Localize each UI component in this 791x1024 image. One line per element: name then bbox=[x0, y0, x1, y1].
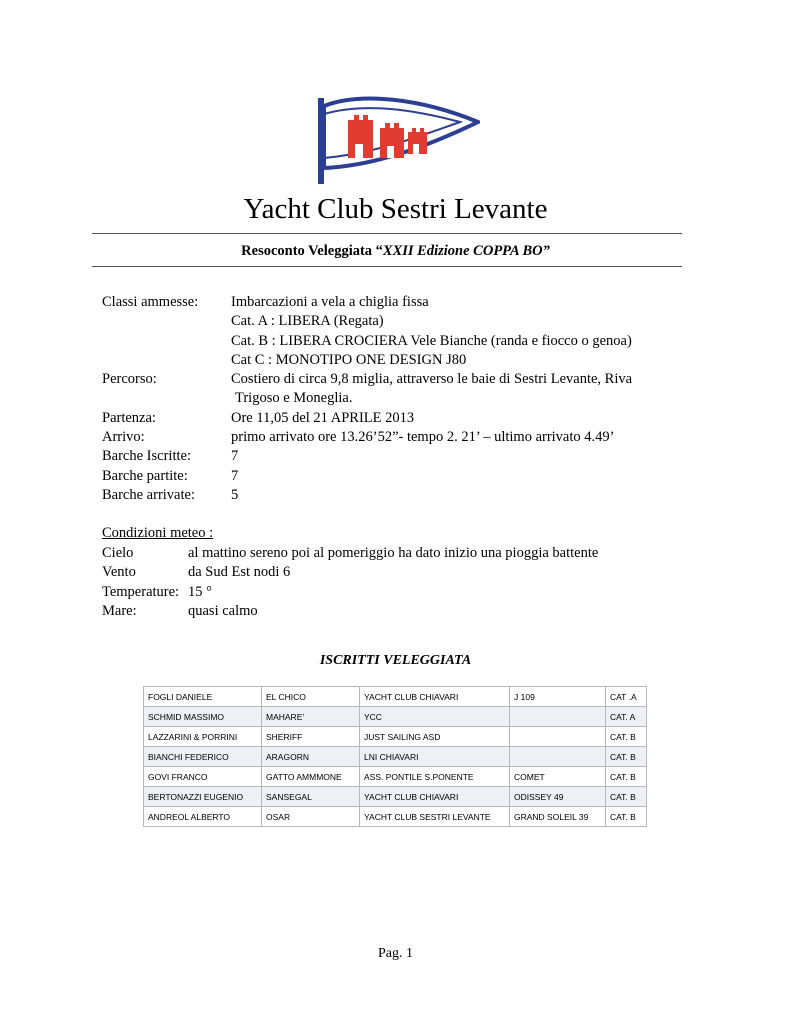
category-cell: CAT. B bbox=[606, 807, 647, 827]
club-cell: YACHT CLUB CHIAVARI bbox=[360, 687, 510, 707]
weather-label: Temperature: bbox=[102, 583, 180, 600]
event-name: XXII Edizione COPPA BO” bbox=[382, 243, 550, 259]
info-label: Barche Iscritte: bbox=[102, 448, 191, 465]
event-info bbox=[102, 293, 661, 505]
weather-heading: Condizioni meteo : bbox=[102, 525, 214, 541]
info-value: Ore 11,05 del 21 APRILE 2013 bbox=[231, 409, 415, 426]
info-value: primo arrivato ore 13.26’52”- tempo 2. 21’ – ultimo arrivato 4.49’ bbox=[231, 429, 615, 446]
table-row bbox=[144, 687, 647, 707]
boat-model-cell bbox=[510, 707, 606, 727]
skipper-cell: LAZZARINI & PORRINI bbox=[144, 727, 262, 747]
boat-name-cell: SANSEGAL bbox=[262, 787, 360, 807]
skipper-cell: ANDREOL ALBERTO bbox=[144, 807, 262, 827]
category-cell: CAT. A bbox=[606, 707, 647, 727]
weather-section bbox=[102, 524, 598, 622]
weather-value: 15 ° bbox=[188, 583, 212, 600]
info-row-classes bbox=[102, 293, 661, 370]
club-cell: YACHT CLUB CHIAVARI bbox=[360, 787, 510, 807]
course-line: Trigoso e Moneglia. bbox=[235, 390, 353, 407]
weather-row-wind bbox=[102, 563, 598, 583]
info-row-course bbox=[102, 370, 661, 409]
table-row bbox=[144, 747, 647, 767]
info-row-registered bbox=[102, 447, 661, 466]
boat-name-cell: EL CHICO bbox=[262, 687, 360, 707]
table-row bbox=[144, 807, 647, 827]
info-label: Partenza: bbox=[102, 409, 156, 426]
category-cell: CAT. B bbox=[606, 787, 647, 807]
class-line: Cat C : MONOTIPO ONE DESIGN J80 bbox=[231, 351, 467, 368]
skipper-cell: SCHMID MASSIMO bbox=[144, 707, 262, 727]
subtitle-prefix: Resoconto Veleggiata “ bbox=[241, 243, 383, 259]
pennant-icon bbox=[310, 88, 480, 188]
class-line: Cat. A : LIBERA (Regata) bbox=[231, 313, 384, 330]
info-value bbox=[231, 370, 661, 409]
table-row bbox=[144, 727, 647, 747]
boat-model-cell bbox=[510, 747, 606, 767]
skipper-cell: BIANCHI FEDERICO bbox=[144, 747, 262, 767]
boat-model-cell: ODISSEY 49 bbox=[510, 787, 606, 807]
weather-row-sea bbox=[102, 602, 598, 622]
weather-label: Mare: bbox=[102, 603, 137, 619]
category-cell: CAT. B bbox=[606, 747, 647, 767]
boat-model-cell: COMET bbox=[510, 767, 606, 787]
category-cell: CAT. B bbox=[606, 767, 647, 787]
weather-value: quasi calmo bbox=[188, 603, 258, 619]
category-cell: CAT .A bbox=[606, 687, 647, 707]
info-value bbox=[231, 293, 661, 370]
info-row-arrival bbox=[102, 428, 661, 447]
table-row bbox=[144, 767, 647, 787]
info-row-started bbox=[102, 467, 661, 486]
boat-name-cell: GATTO AMMMONE bbox=[262, 767, 360, 787]
weather-value: al mattino sereno poi al pomeriggio ha dato inizio una pioggia battente bbox=[188, 544, 599, 561]
weather-row-sky bbox=[102, 544, 598, 564]
club-cell: YACHT CLUB SESTRI LEVANTE bbox=[360, 807, 510, 827]
entries-table bbox=[143, 686, 647, 827]
club-cell: YCC bbox=[360, 707, 510, 727]
skipper-cell: BERTONAZZI EUGENIO bbox=[144, 787, 262, 807]
report-subtitle bbox=[0, 243, 791, 260]
club-cell: LNI CHIAVARI bbox=[360, 747, 510, 767]
divider-top bbox=[92, 233, 682, 234]
info-value: 7 bbox=[231, 448, 239, 465]
info-row-start bbox=[102, 409, 661, 428]
info-label: Barche arrivate: bbox=[102, 486, 195, 503]
weather-label: Vento bbox=[102, 564, 136, 580]
club-cell: ASS. PONTILE S.PONENTE bbox=[360, 767, 510, 787]
weather-label: Cielo bbox=[102, 544, 134, 561]
boat-name-cell: ARAGORN bbox=[262, 747, 360, 767]
boat-model-cell: J 109 bbox=[510, 687, 606, 707]
category-cell: CAT. B bbox=[606, 727, 647, 747]
club-logo bbox=[310, 88, 480, 188]
club-cell: JUST SAILING ASD bbox=[360, 727, 510, 747]
page-number: Pag. 1 bbox=[378, 946, 413, 961]
boat-model-cell: GRAND SOLEIL 39 bbox=[510, 807, 606, 827]
class-line: Imbarcazioni a vela a chiglia fissa bbox=[231, 294, 429, 310]
boat-name-cell: MAHARE’ bbox=[262, 707, 360, 727]
info-label: Classi ammesse: bbox=[102, 294, 199, 310]
skipper-cell: GOVI FRANCO bbox=[144, 767, 262, 787]
entries-title: ISCRITTI VELEGGIATA bbox=[319, 653, 472, 668]
weather-value: da Sud Est nodi 6 bbox=[188, 564, 291, 580]
info-label: Percorso: bbox=[102, 371, 157, 388]
info-value: 5 bbox=[231, 486, 239, 503]
boat-model-cell bbox=[510, 727, 606, 747]
info-value: 7 bbox=[231, 467, 239, 484]
boat-name-cell: SHERIFF bbox=[262, 727, 360, 747]
weather-row-temperature bbox=[102, 583, 598, 603]
info-label: Barche partite: bbox=[102, 467, 188, 484]
club-title: Yacht Club Sestri Levante bbox=[243, 193, 548, 225]
boat-name-cell: OSAR bbox=[262, 807, 360, 827]
table-row bbox=[144, 787, 647, 807]
skipper-cell: FOGLI DANIELE bbox=[144, 687, 262, 707]
info-row-finished bbox=[102, 486, 661, 505]
divider-bottom bbox=[92, 266, 682, 267]
info-label: Arrivo: bbox=[102, 429, 145, 446]
course-line: Costiero di circa 9,8 miglia, attraverso le baie di Sestri Levante, Riva bbox=[231, 371, 633, 388]
class-line: Cat. B : LIBERA CROCIERA Vele Bianche (randa e fiocco o genoa) bbox=[231, 332, 632, 349]
table-row bbox=[144, 707, 647, 727]
